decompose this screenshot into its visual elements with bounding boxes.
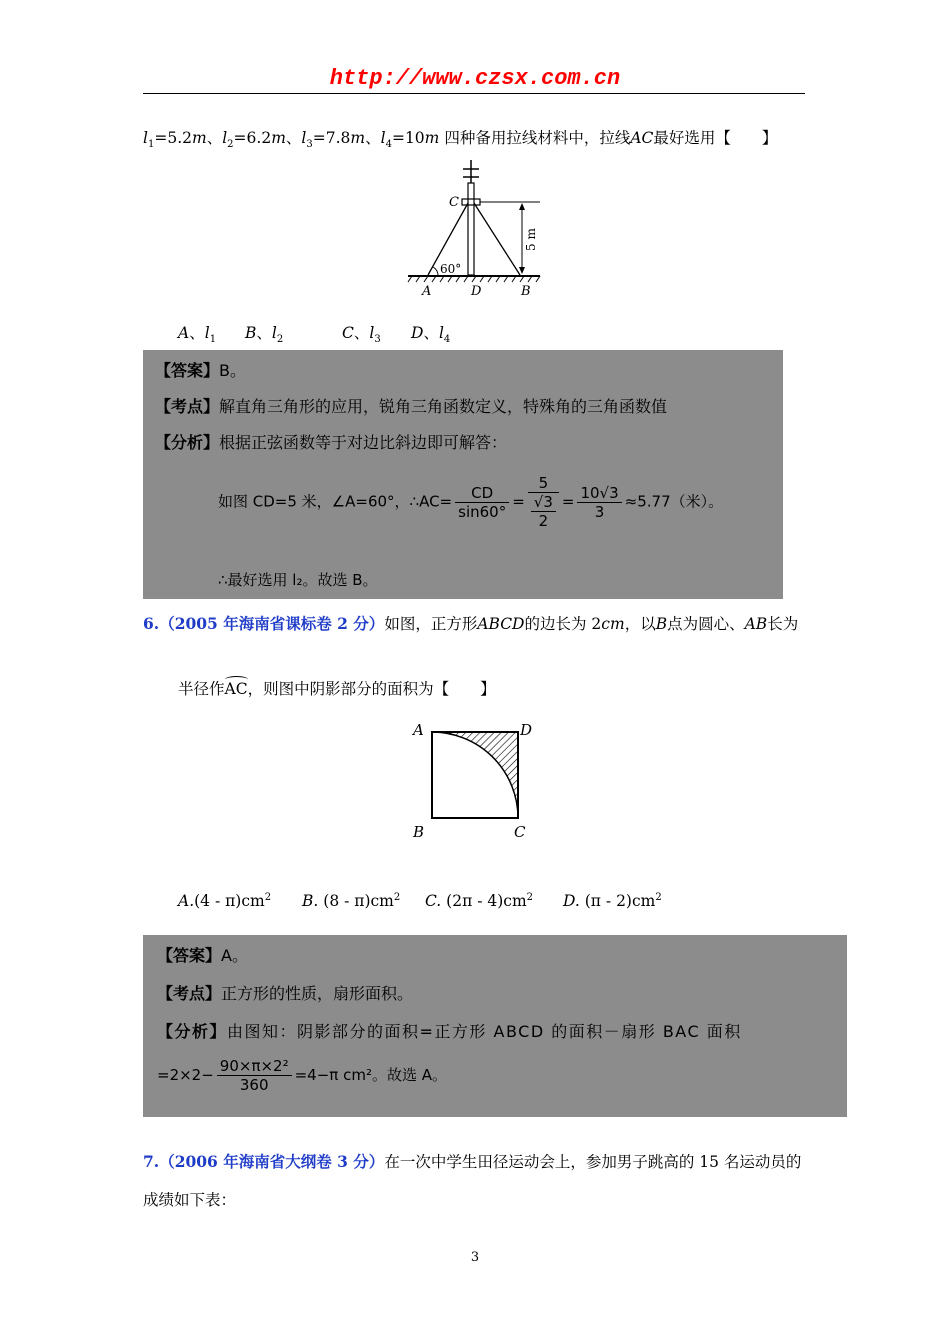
q5-fenxi-line: 【分析】根据正弦函数等于对边比斜边即可解答： [155, 433, 508, 452]
header-url: http://www.czsx.com.cn [329, 66, 621, 91]
arc-ac: AC [225, 676, 248, 698]
q6-answer-box [143, 935, 847, 1117]
label-a: A [422, 284, 432, 299]
label-c: C [449, 195, 459, 210]
q6-square-figure [405, 715, 535, 845]
q6-option-a: $A.(4 - \pi)cm^2$ [178, 892, 272, 911]
q6-option-b: B. $(8 - \pi)cm^2$ [302, 892, 401, 911]
page-number: 3 [470, 1250, 480, 1265]
label-angle: 60° [440, 262, 462, 276]
length-l2: $l_2=6.2m$、 [222, 129, 302, 151]
q6-option-c: C. $(2\pi - 4)cm^2$ [425, 892, 534, 911]
label-d: D [520, 721, 533, 739]
header-rule [143, 93, 805, 94]
q5-answer-box [143, 350, 783, 599]
q5-option-d: D、$l_4$ [411, 324, 451, 346]
label-b: B [521, 284, 531, 299]
q5-calc-line: 如图 CD=5 米，∠A=60°，∴AC= $\frac{CD}{\sin 60^\circ}$ = $\frac{5}{\frac{√3}{2}}$ = $\frac{10√3}{3}$ ≈5.77（米）。 [218, 474, 724, 530]
q5-option-c: C、$l_3$ [342, 324, 381, 346]
length-l4: $l_4=10m$ [380, 129, 440, 151]
q7-stem-line2: 成绩如下表： [143, 1191, 237, 1209]
q5-kaodian-line: 【考点】解直角三角形的应用，锐角三角函数定义，特殊角的三角函数值 [155, 397, 668, 416]
q6-option-d: D. $(\pi - 2)cm^2$ [563, 892, 662, 911]
q5-option-b: B、$l_2$ [245, 324, 284, 346]
q5-stem: $l_1=5.2m$、$l_2=6.2m$、$l_3=7.8m$、$l_4=10m$ 四种备用拉线材料中，拉线AC最好选用【 】 [143, 129, 778, 151]
q5-answer-line: 【答案】B。 [155, 361, 246, 380]
label-a: A [413, 721, 424, 739]
q6-fenxi-line: 【分析】由图知：阴影部分的面积=正方形 ABCD 的面积－扇形 BAC 面积 [157, 1022, 742, 1041]
label-c: C [514, 823, 526, 841]
length-l1: $l_1=5.2m$、 [143, 129, 223, 151]
q6-calc-line: =2×2− $\frac{\text{90×π×2²}}{360}$ =4−π cm²。故选 A。 [157, 1057, 447, 1094]
q5-conclusion: ∴最好选用 l₂。故选 B。 [218, 571, 378, 589]
q5-option-a: A、$l_1$ [178, 324, 217, 346]
q7-stem-line1: 7.（2006 年海南省大纲卷 3 分）在一次中学生田径运动会上，参加男子跳高的 15 名运动员的 [143, 1152, 802, 1171]
q6-kaodian-line: 【考点】正方形的性质，扇形面积。 [157, 984, 414, 1003]
q6-answer-line: 【答案】A。 [157, 946, 248, 965]
label-d: D [471, 284, 482, 299]
label-height: 5 m [524, 228, 538, 251]
q6-stem-line2: 半径作 AC，则图中阴影部分的面积为【 】 [178, 676, 496, 699]
label-b: B [413, 823, 425, 841]
q6-stem-line1: 6.（2005 年海南省课标卷 2 分）如图，正方形ABCD的边长为 2cm，以B点为圆心、AB长为 [143, 614, 799, 633]
length-l3: $l_3=7.8m$、 [301, 129, 381, 151]
q5-pole-figure [400, 155, 550, 300]
